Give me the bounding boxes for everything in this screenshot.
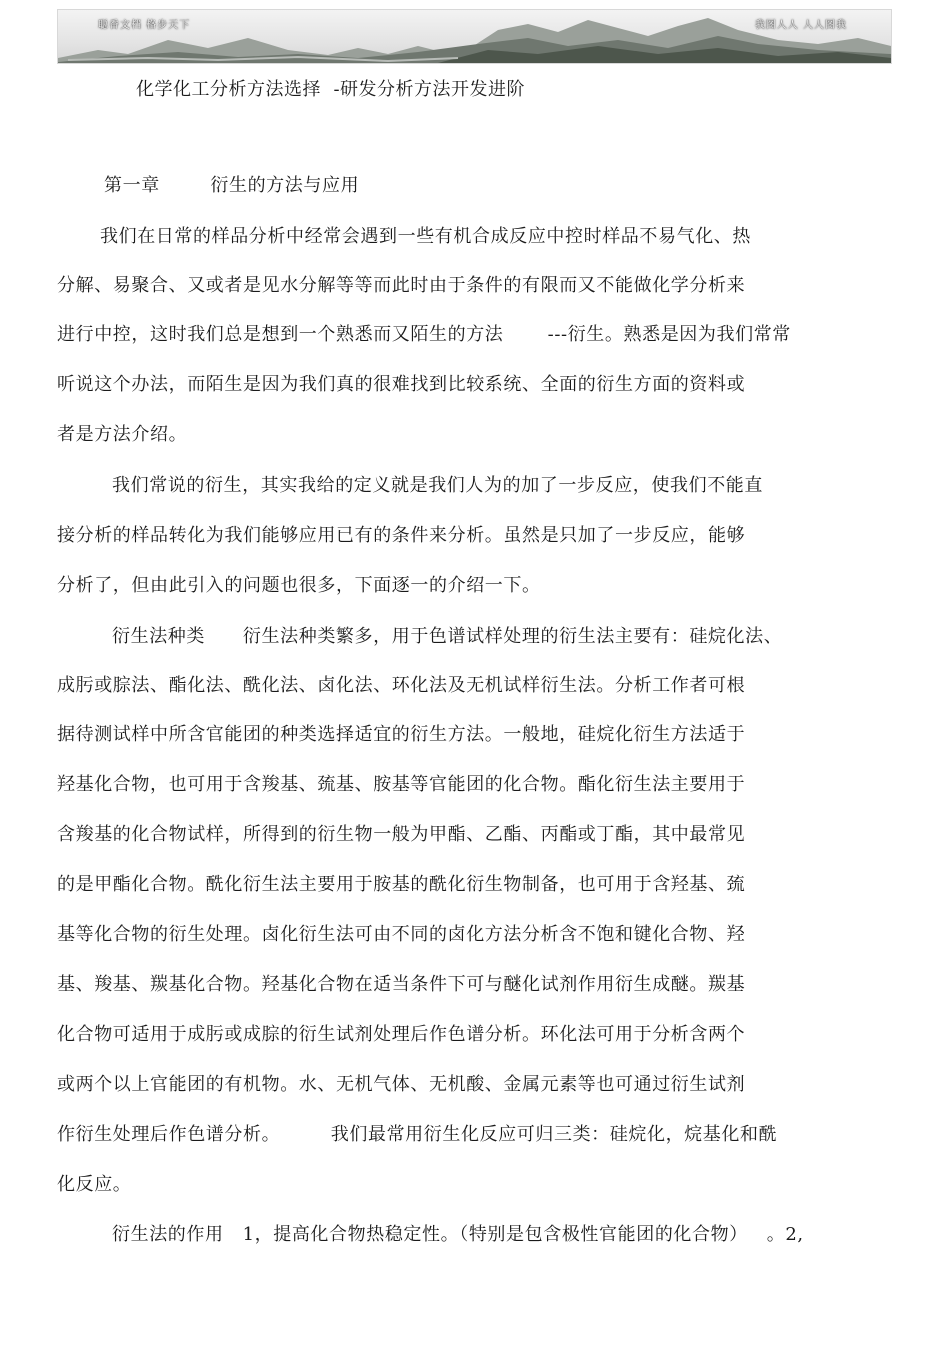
paragraph-line: 成肟或腙法、酯化法、酰化法、卤化法、环化法及无机试样衍生法。分析工作者可根 (57, 675, 746, 696)
paragraph-line: 者是方法介绍。 (57, 424, 188, 445)
document-title: 化学化工分析方法选择 -研发分析方法开发进阶 (136, 79, 526, 100)
paragraph-line: 分解、易聚合、又或者是见水分解等等而此时由于条件的有限而又不能做化学分析来 (57, 275, 746, 296)
paragraph-line: 据待测试样中所含官能团的种类选择适宜的衍生方法。一般地，硅烷化衍生方法适于 (57, 724, 746, 745)
paragraph-line: 进行中控，这时我们总是想到一个熟悉而又陌生的方法 ---衍生。熟悉是因为我们常常 (57, 324, 791, 345)
paragraph-line: 衍生法种类 衍生法种类繁多，用于色谱试样处理的衍生法主要有：硅烷化法、 (112, 626, 783, 647)
paragraph-line: 接分析的样品转化为我们能够应用已有的条件来分析。虽然是只加了一步反应，能够 (57, 525, 746, 546)
banner-text-left: 聪香文档 格步天下 (98, 20, 191, 31)
paragraph-line: 含羧基的化合物试样，所得到的衍生物一般为甲酯、乙酯、丙酯或丁酯，其中最常见 (57, 824, 746, 845)
paragraph-line: 我们在日常的样品分析中经常会遇到一些有机合成反应中控时样品不易气化、热 (100, 226, 751, 247)
paragraph-line: 羟基化合物，也可用于含羧基、巯基、胺基等官能团的化合物。酯化衍生法主要用于 (57, 774, 746, 795)
paragraph-line: 化反应。 (57, 1174, 132, 1195)
paragraph-line: 基等化合物的衍生处理。卤化衍生法可由不同的卤化方法分析含不饱和键化合物、羟 (57, 924, 746, 945)
paragraph-line: 听说这个办法，而陌生是因为我们真的很难找到比较系统、全面的衍生方面的资料或 (57, 374, 746, 395)
chapter-heading: 第一章 衍生的方法与应用 (104, 175, 360, 196)
paragraph-line: 衍生法的作用 1，提高化合物热稳定性。（特别是包含极性官能团的化合物） 。2, (112, 1224, 804, 1245)
paragraph-line: 化合物可适用于成肟或成腙的衍生试剂处理后作色谱分析。环化法可用于分析含两个 (57, 1024, 746, 1045)
header-banner (57, 9, 892, 64)
paragraph-line: 我们常说的衍生，其实我给的定义就是我们人为的加了一步反应，使我们不能直 (112, 475, 763, 496)
paragraph-line: 或两个以上官能团的有机物。水、无机气体、无机酸、金属元素等也可通过衍生试剂 (57, 1074, 746, 1095)
paragraph-line: 作衍生处理后作色谱分析。 我们最常用衍生化反应可归三类：硅烷化，烷基化和酰 (57, 1124, 778, 1145)
banner-text-right: 我图人人 人人图我 (754, 20, 847, 31)
paragraph-line: 分析了，但由此引入的问题也很多，下面逐一的介绍一下。 (57, 575, 541, 596)
paragraph-line: 基、羧基、羰基化合物。羟基化合物在适当条件下可与醚化试剂作用衍生成醚。羰基 (57, 974, 746, 995)
paragraph-line: 的是甲酯化合物。酰化衍生法主要用于胺基的酰化衍生物制备，也可用于含羟基、巯 (57, 874, 746, 895)
